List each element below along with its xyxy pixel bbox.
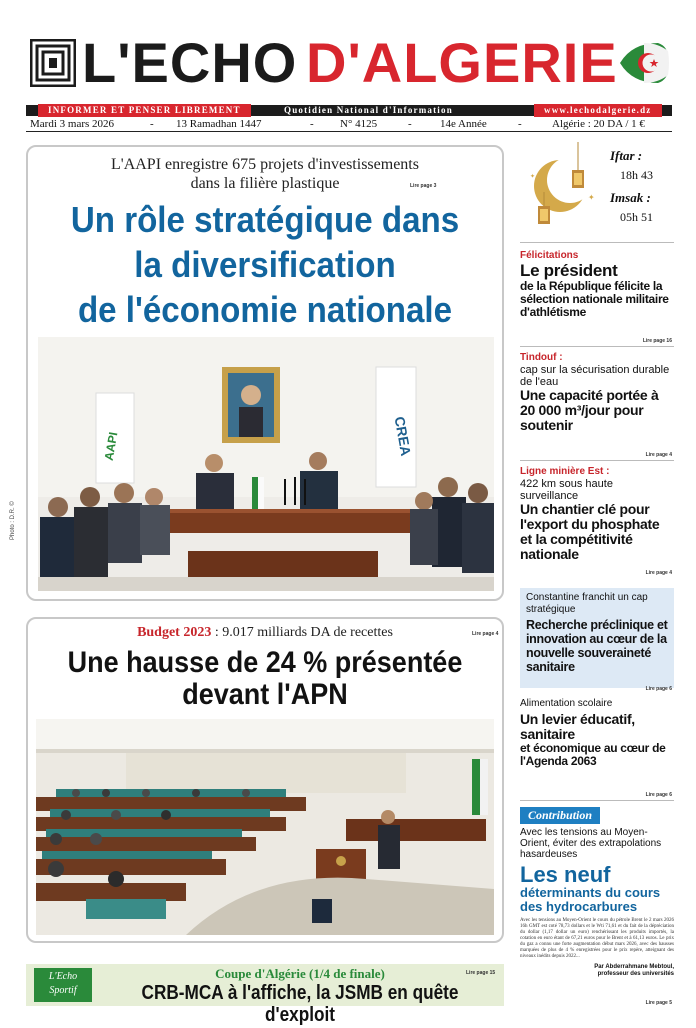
ramadan-times [520,138,674,236]
tagline-quotidien: Quotidien National d'Information [284,105,453,115]
budget-headline[interactable] [52,647,479,711]
imsak-label: Imsak : [610,190,651,205]
felicitations-headline: Le président [520,261,618,280]
price: Algérie : 20 DA / 1 € [552,118,645,130]
budget-headline-line: Une hausse de 24 % présentée [67,646,463,679]
tindouf-headline: Une capacité portée à 20 000 m³/jour pour soutenir [520,387,659,433]
echo-sportif-logo [34,968,92,1002]
parliament-photo-illustration [36,719,494,935]
sport-lire-page[interactable]: Lire page 15 [466,970,496,976]
masthead-title-echo: L'ECHO [82,31,298,94]
miniere-headline: Un chantier clé pour l'export du phosphate et la compétitivité nationale [520,501,660,562]
svg-text:✦: ✦ [588,193,595,202]
felicitations-lire-page[interactable]: Lire page 16 [642,338,672,344]
divider [520,242,674,243]
lead-lire-page[interactable]: Lire page 3 [410,183,437,189]
imsak-time: 05h 51 [620,210,653,224]
divider [520,460,674,461]
sport-strip[interactable] [26,964,504,1026]
felicitations-kicker: Félicitations [520,250,579,261]
miniere-item[interactable] [520,466,674,562]
contribution-item[interactable] [520,806,674,978]
sport-logo-line: L'Echo [48,971,78,982]
newspaper-logo-icon [30,39,76,87]
miniere-subtitle: 422 km sous haute surveillance [520,478,613,502]
tagline-motto: INFORMER ET PENSER LIBREMENT [38,104,251,117]
budget-lire-page[interactable]: Lire page 4 [472,631,499,637]
lead-headline-line: la diversification [134,244,396,285]
tindouf-item[interactable] [520,352,674,433]
contribution-author-name: Par Abderrahmane Mebtoul, [594,964,674,970]
algerian-flag-icon [618,37,670,89]
contribution-author [520,964,674,978]
contribution-author-title: professeur des universités [597,971,674,977]
hijri-date: 13 Ramadhan 1447 [176,118,262,130]
dateline-separator: - [310,118,314,130]
contribution-subhead: déterminants du cours des hydrocarbures [520,885,661,914]
tagline-bar [26,105,672,116]
constantine-lire-page[interactable]: Lire page 6 [645,686,672,692]
constantine-subtitle: Constantine franchit un cap stratégique [526,592,648,615]
felicitations-subhead: de la République félicite la sélection nationale militaire d'athlétisme [520,279,669,319]
iftar-time: 18h 43 [620,168,653,182]
iftar-label: Iftar : [610,148,643,163]
constantine-item[interactable] [520,588,674,688]
dateline [26,118,672,132]
publication-year: 14e Année [440,118,487,130]
lead-headline-line: de l'économie nationale [77,289,453,330]
svg-text:✦: ✦ [530,174,536,180]
tagline-website[interactable]: www.lechodalgerie.dz [534,104,662,117]
contribution-label: Contribution [520,807,600,824]
miniere-lire-page[interactable]: Lire page 4 [645,570,672,576]
tindouf-subtitle: cap sur la sécurisation durable de l'eau [520,364,670,388]
dateline-separator: - [408,118,412,130]
lead-kicker: L'AAPI enregistre 675 projets d'investissements dans la filière plastique [111,156,419,192]
contribution-lire-page[interactable]: Lire page 5 [645,1000,672,1006]
sport-headline[interactable]: CRB-MCA à l'affiche, la JSMB en quête d'exploit [141,982,459,1026]
date: Mardi 3 mars 2026 [30,118,115,130]
miniere-kicker: Ligne minière Est : [520,466,610,477]
banner-aapi: AAPI [101,430,121,462]
lead-headline[interactable] [47,197,483,332]
alimentation-lire-page[interactable]: Lire page 6 [645,792,672,798]
banner-crea: CREA [391,415,415,458]
budget-kicker-label: Budget 2023 [137,625,212,640]
lead-photo [38,337,494,591]
conference-photo-illustration [38,337,494,591]
masthead [26,25,672,103]
budget-kicker [28,624,502,642]
alimentation-subtitle: Alimentation scolaire [520,698,613,709]
masthead-title-algerie: D'ALGERIE [306,31,618,94]
contribution-body: Avec les tensions au Moyen-Orient le cours du pétrole Brent le 2 mars 2026 16h GMT est coté 78,73 dollars et le Wti 71,61 et du fait de la dépréciation du dollar (1,17 dollar un euro) renchérissant les produits importés, la cotation en euro étant de 67,21 euros pour le Brent et à 61,13 euros. Le prix du gaz a connu une forte augmentation début mars 2026, avec des hausses marquées de plus de 4 % enregistrées pour le prix repère, atteignant des niveaux inédits depuis 2022... [520,918,674,959]
constantine-headline: Recherche préclinique et innovation au cœur de la nouvelle souveraineté sanitaire [526,618,668,674]
contribution-intro: Avec les tensions au Moyen-Orient, éviter des extrapolations hasardeuses [520,827,662,860]
dateline-separator: - [518,118,522,130]
tindouf-lire-page[interactable]: Lire page 4 [645,452,672,458]
budget-story[interactable] [26,617,504,943]
alimentation-headline: Un levier éducatif, sanitaire [520,711,635,742]
dateline-separator: - [150,118,154,130]
divider [520,800,674,801]
budget-kicker-text: : 9.017 milliards DA de recettes [211,625,393,640]
issue-number: N° 4125 [340,118,378,130]
budget-photo [36,719,494,935]
sport-logo-line: Sportif [49,985,77,996]
lead-story[interactable] [26,145,504,601]
lead-headline-line: Un rôle stratégique dans [70,199,460,240]
divider [520,346,674,347]
felicitations-item[interactable] [520,250,674,319]
contribution-headline: Les neuf [520,862,611,887]
tindouf-kicker: Tindouf : [520,352,563,363]
alimentation-item[interactable] [520,698,674,768]
alimentation-subhead: et économique au cœur de l'Agenda 2063 [520,741,666,768]
photo-credit: Photo : D.R. © [10,501,16,540]
sport-kicker: Coupe d'Algérie (1/4 de finale) [215,966,385,981]
crescent-lantern-icon [524,142,596,230]
budget-headline-line: devant l'APN [182,678,348,711]
